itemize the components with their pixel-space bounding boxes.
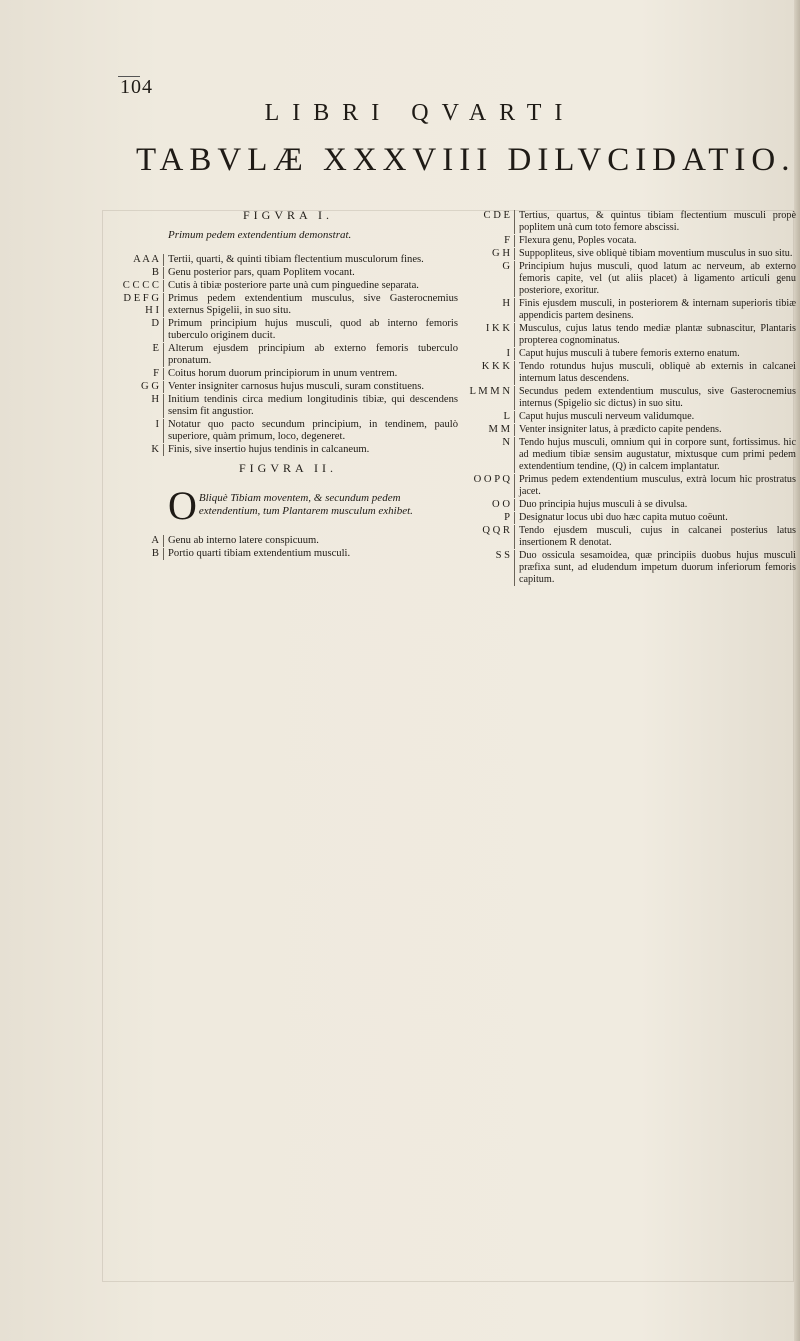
legend-text: Primum principium hujus musculi, quod ab interno femoris tuberculo originem ducit. xyxy=(163,318,458,342)
legend-entry xyxy=(118,318,458,342)
figure-2-heading: FIGVRA II. xyxy=(238,461,337,476)
legend-text: Musculus, cujus latus tendo mediæ plantæ subnascitur, Plantaris propterea cognominatus. xyxy=(514,323,796,347)
legend-key: A xyxy=(151,535,159,547)
legend-entry xyxy=(466,424,796,436)
legend-key: H xyxy=(151,394,159,406)
legend-text: Finis, sive insertio hujus tendinis in calcaneum. xyxy=(163,444,458,456)
legend-entry xyxy=(466,361,796,385)
legend-entry xyxy=(466,348,796,360)
legend-key: F xyxy=(504,235,510,246)
legend-key: I xyxy=(506,348,510,360)
legend-entry xyxy=(118,535,458,547)
legend-text: Tendo hujus musculi, omnium qui in corpore sunt, fortissimus. hic ad medium tibiæ sensim augustatur, mixtusque cum primi pedem extendentium tendine, (Q) in calcem implantatur. xyxy=(514,437,796,473)
legend-entry xyxy=(466,512,796,524)
figure-1-heading: FIGVRA I. xyxy=(242,208,333,222)
legend-entry xyxy=(118,254,458,266)
legend-text: Portio quarti tibiam extendentium musculi. xyxy=(163,548,458,560)
legend-text: Primus pedem extendentium musculus, extrà locum hic prostratus jacet. xyxy=(514,474,796,498)
legend-key: S S xyxy=(495,550,510,562)
legend-text: Cutis à tibiæ posteriore parte unà cum pinguedine separata. xyxy=(163,280,458,292)
legend-entry xyxy=(466,499,796,511)
legend-text: Finis ejusdem musculi, in posteriorem & internam superioris tibiæ appendicis partem desinens. xyxy=(514,298,796,322)
page-number: 104 xyxy=(120,76,153,98)
legend-entry xyxy=(466,298,796,322)
legend-text: Genu ab interno latere conspicuum. xyxy=(163,535,458,547)
legend-entry xyxy=(118,394,458,418)
legend-key-line: D E F G xyxy=(123,293,159,305)
legend-key: F xyxy=(153,368,159,380)
legend-key: Q Q R xyxy=(482,525,510,537)
legend-key xyxy=(118,293,163,317)
legend-key: D xyxy=(151,318,159,330)
legend-text: Caput hujus musculi à tubere femoris externo enatum. xyxy=(514,348,796,360)
legend-text: Designatur locus ubi duo hæc capita mutuo coëunt. xyxy=(514,512,796,524)
legend-text: Suppopliteus, sive obliquè tibiam moventium musculus in suo situ. xyxy=(514,248,796,260)
legend-key: L M M N xyxy=(469,386,510,398)
legend-text: Tertius, quartus, & quintus tibiam flectentium musculi propè poplitem unà cum toto femore abscissi. xyxy=(514,210,796,234)
legend-key: P xyxy=(504,512,510,524)
legend-key: N xyxy=(502,437,510,449)
legend-text: Coitus horum duorum principiorum in unum ventrem. xyxy=(163,368,458,380)
legend-text: Initium tendinis circa medium longitudinis tibiæ, qui descendens sensim fit angustior. xyxy=(163,394,458,418)
legend-entry xyxy=(466,261,796,297)
legend-text: Duo ossicula sesamoidea, quæ principiis duobus hujus musculi præfixa sunt, ad eludendum impetum duorum inferiorum femoris capitum. xyxy=(514,550,796,586)
legend-text: Flexura genu, Poples vocata. xyxy=(514,235,796,247)
legend-entry xyxy=(466,411,796,423)
figure-2-caption xyxy=(118,483,458,529)
legend-entry xyxy=(466,474,796,498)
legend-text: Notatur quo pacto secundum principium, in tendinem, paulò superiore, quàm primum, loco, degeneret. xyxy=(163,419,458,443)
legend-text: Duo principia hujus musculi à se divulsa. xyxy=(514,499,796,511)
legend-entry xyxy=(118,368,458,380)
legend-entry xyxy=(466,437,796,473)
legend-key: I K K xyxy=(485,323,510,335)
legend-key: M M xyxy=(488,424,510,436)
table-title: TABVLÆ XXXVIII DILVCIDATIO. xyxy=(136,142,796,178)
legend-text: Tertii, quarti, & quinti tibiam flectentium musculorum fines. xyxy=(163,254,458,266)
page-spine-edge xyxy=(794,0,800,1341)
legend-text: Primus pedem extendentium musculus, sive Gasterocnemius externus Spigelii, in suo situ. xyxy=(163,293,458,317)
legend-text: Genu posterior pars, quam Poplitem vocant. xyxy=(163,267,458,279)
legend-entry xyxy=(118,343,458,367)
legend-entry xyxy=(466,235,796,247)
legend-key: B xyxy=(151,548,159,560)
legend-entry xyxy=(466,386,796,410)
legend-text: Principium hujus musculi, quod latum ac nerveum, ab externo femoris capite, vel (ut aliis placet) à ligamento articuli genu posteriore, exoritur. xyxy=(514,261,796,297)
legend-entry xyxy=(118,381,458,393)
legend-entry xyxy=(466,323,796,347)
legend-text: Venter insigniter latus, à prædicto capite pendens. xyxy=(514,424,796,436)
legend-key: H xyxy=(502,298,510,310)
legend-entry xyxy=(118,267,458,279)
drop-cap: O xyxy=(168,483,197,529)
legend-key-line: H I xyxy=(145,305,159,316)
legend-entry xyxy=(466,550,796,586)
legend-key: K K K xyxy=(481,361,510,373)
figure-1-subtitle: Primum pedem extendentium demonstrat. xyxy=(168,228,352,241)
running-title: LIBRI QVARTI xyxy=(264,100,576,126)
legend-key: A A A xyxy=(133,253,159,265)
legend-text: Tendo rotundus hujus musculi, obliquè ab externis in calcanei internum latus descendens. xyxy=(514,361,796,385)
legend-key: E xyxy=(152,343,159,355)
right-column xyxy=(466,210,796,587)
legend-text: Tendo ejusdem musculi, cujus in calcanei posterius latus insertionem R denotat. xyxy=(514,525,796,549)
legend-text: Secundus pedem extendentium musculus, sive Gasterocnemius internus (Spigelio sic dictus) in suo situ. xyxy=(514,386,796,410)
legend-key: L xyxy=(503,411,510,423)
legend-entry xyxy=(118,293,458,317)
legend-text: Caput hujus musculi nerveum validumque. xyxy=(514,411,796,423)
legend-key: O O P Q xyxy=(473,474,510,486)
legend-key: G xyxy=(502,261,510,273)
legend-key: K xyxy=(151,444,159,456)
legend-entry xyxy=(118,280,458,292)
legend-text: Alterum ejusdem principium ab externo femoris tuberculo pronatum. xyxy=(163,343,458,367)
legend-entry xyxy=(118,444,458,456)
legend-key: I xyxy=(155,419,159,431)
legend-entry xyxy=(118,548,458,560)
legend-entry xyxy=(118,419,458,443)
legend-entry xyxy=(466,248,796,260)
legend-key: C D E xyxy=(483,210,510,221)
legend-entry xyxy=(466,210,796,234)
legend-key: O O xyxy=(492,499,510,511)
legend-key: G G xyxy=(141,381,159,393)
legend-text: Venter insigniter carnosus hujus musculi, suram constituens. xyxy=(163,381,458,393)
legend-key: B xyxy=(151,266,159,278)
legend-key: G H xyxy=(492,248,510,260)
legend-key: C C C C xyxy=(122,280,159,291)
figure-2-subtitle: Bliquè Tibiam moventem, & secundum pedem extendentium, tum Plantarem musculum exhibet. xyxy=(198,492,413,518)
legend-entry xyxy=(466,525,796,549)
left-column xyxy=(118,210,458,561)
